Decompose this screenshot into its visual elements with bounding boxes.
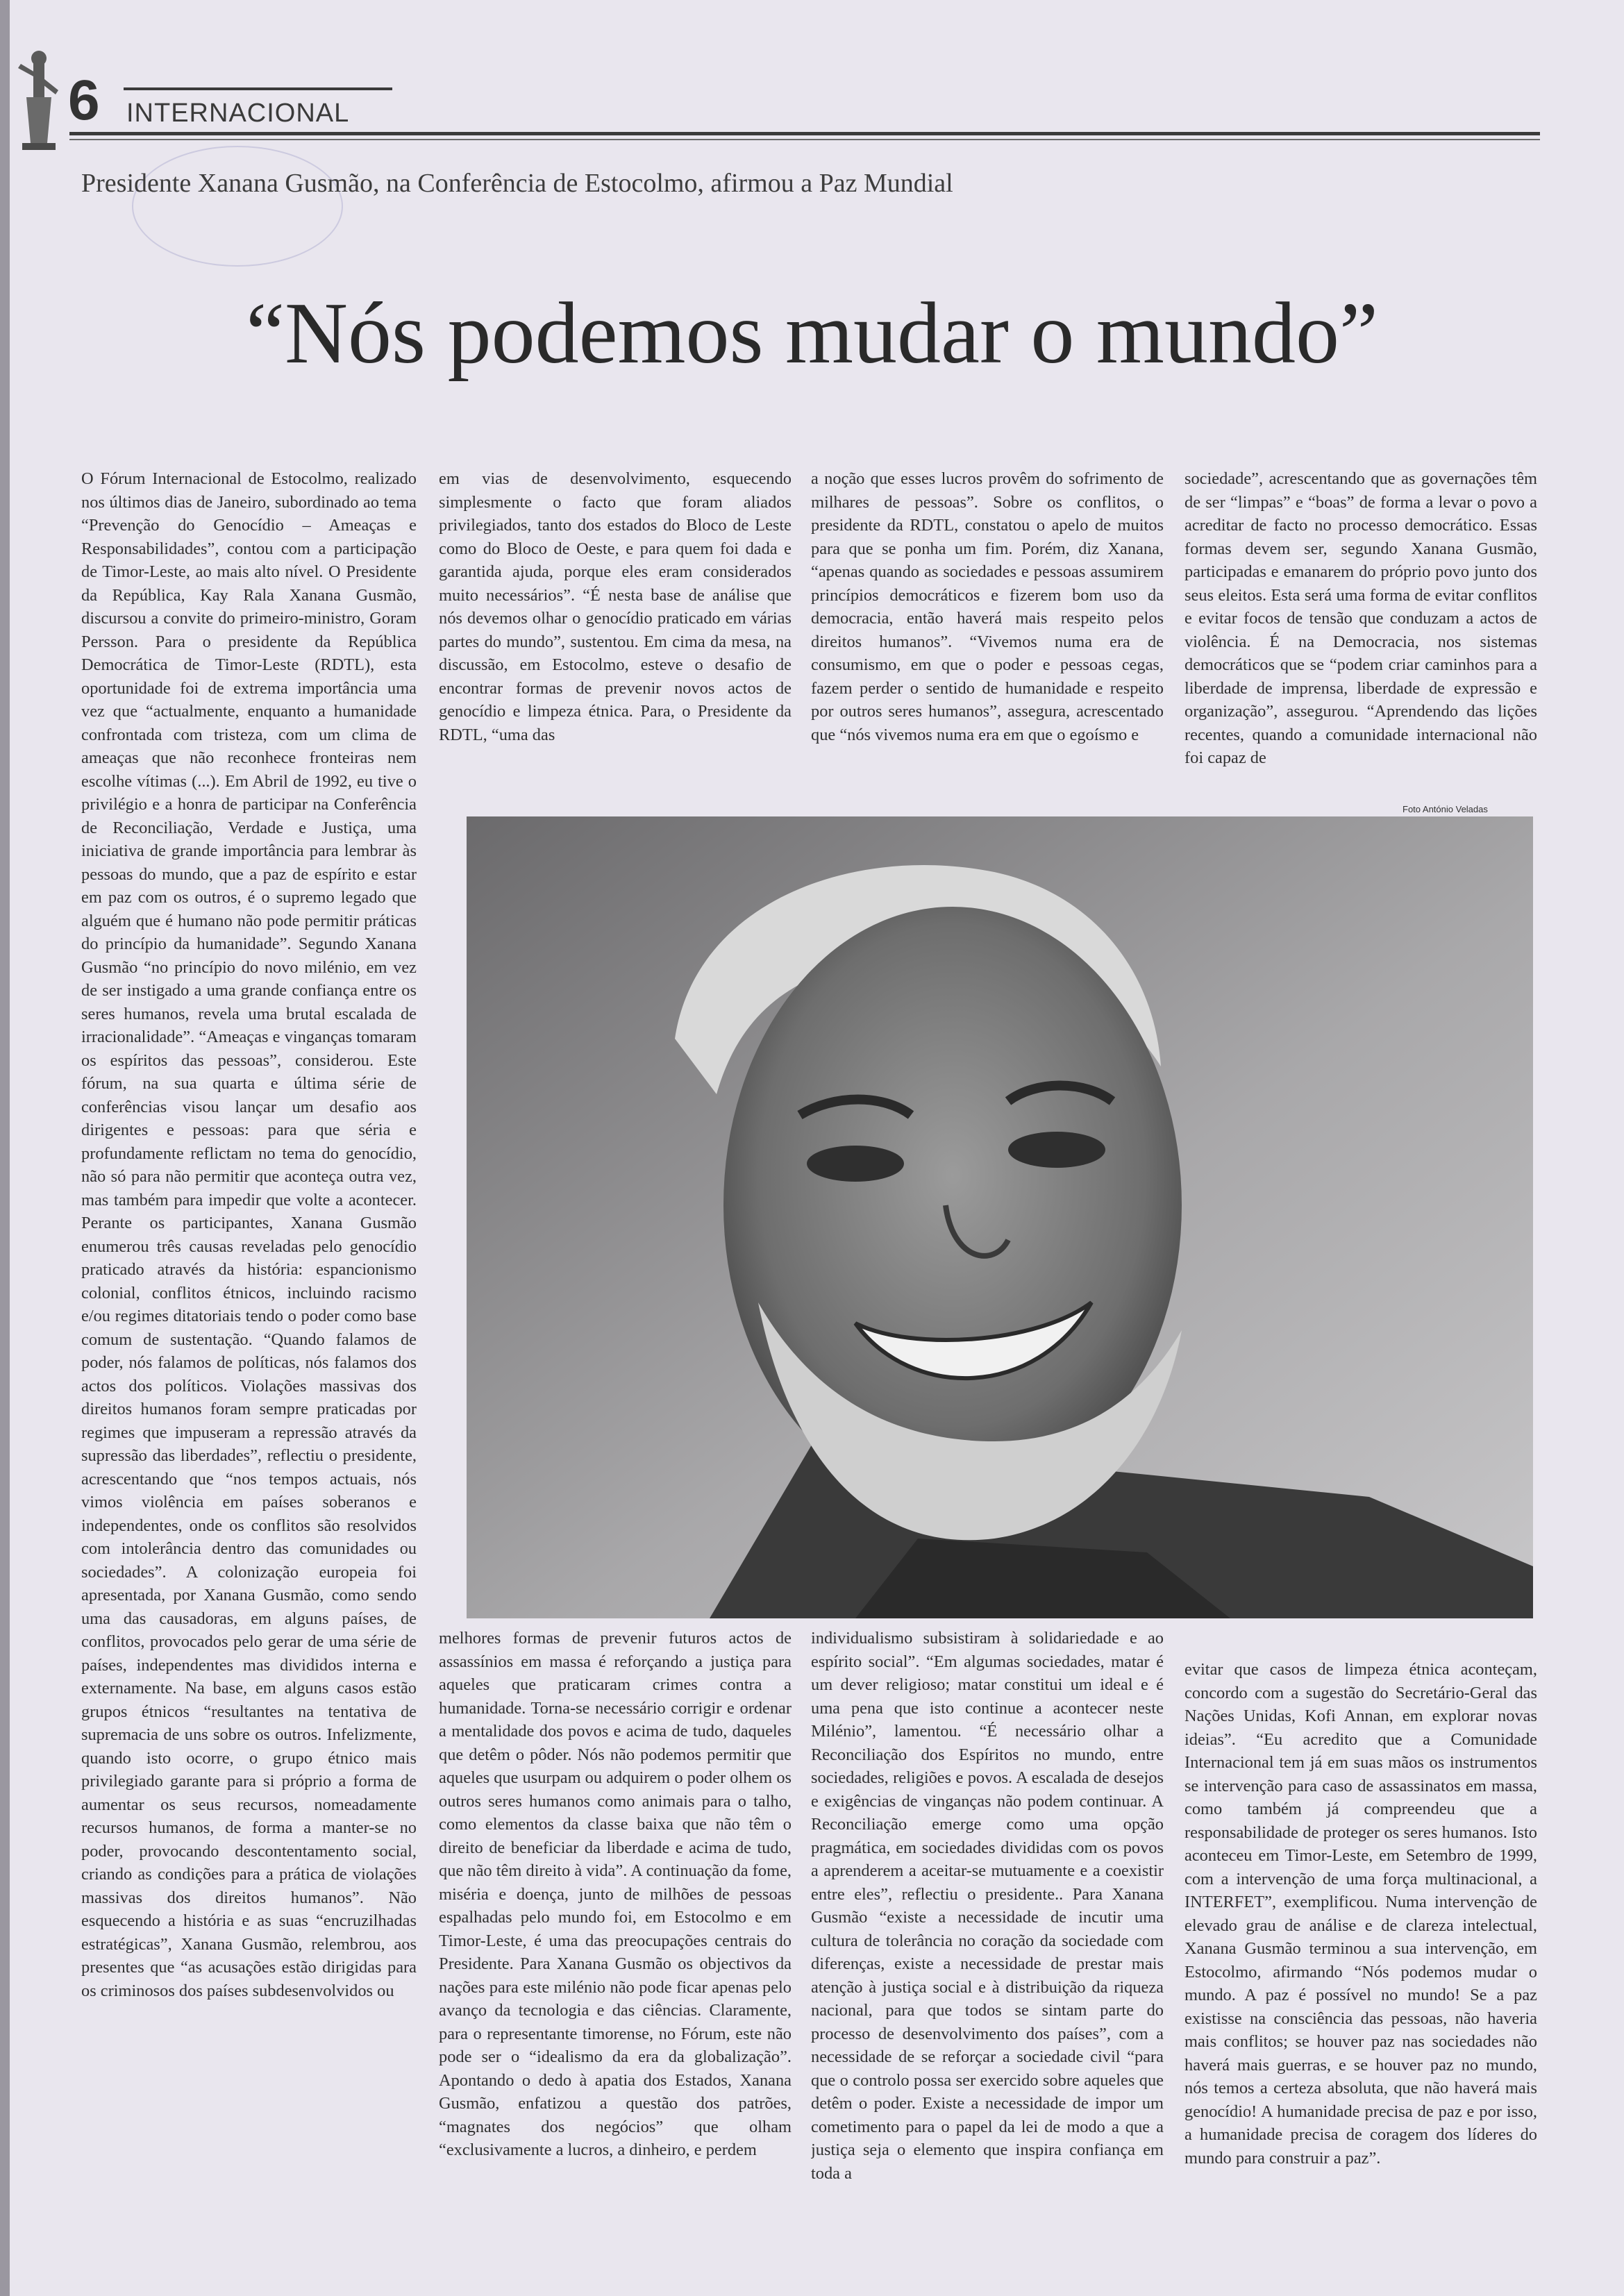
- statue-emblem-icon: [15, 49, 64, 153]
- header-rule-thin: [69, 139, 1540, 140]
- article-headline: “Nós podemos mudar o mundo”: [246, 285, 1378, 382]
- faded-stamp: [132, 146, 343, 267]
- portrait-photo: [467, 816, 1533, 1618]
- column-text: a noção que esses lucros provêm do sofrimento de milhares de pessoas”. Sobre os conflitos, o presidente da RDTL, constatou o apelo de muitos para que se ponha um fim. Porém, diz Xanana, “apenas quando as sociedades e pessoas assumirem princípios democráticos e fizerem bom uso da democracia, então haverá mais respeito pelos direitos humanos”. “Vivemos numa era de consumismo, em que o poder e pessoas cegas, fazem perder o sentido de humanidade e respeito por outros seres humanos”, assegura, acrescentado que “nós vivemos numa era em que o egoísmo e: [811, 469, 1164, 744]
- body-column-2-bottom: [439, 1627, 792, 2162]
- column-text: sociedade”, acrescentando que as governações têm de ser “limpas” e “boas” de forma a levar o povo a acreditar de facto no processo democrático. Essas formas devem ser, segundo Xanana Gusmão, participadas e emanarem do próprio povo junto dos seus eleitos. Esta será uma forma de evitar conflitos e evitar focos de tensão que conduzam a actos de violência. É na Democracia, nos sistemas democráticos que se “podem criar caminhos para a liberdade de imprensa, liberdade de expressão e organização”, assegurou. “Aprendendo das lições recentes, quando a comunidade internacional não foi capaz de: [1184, 469, 1537, 767]
- column-text: evitar que casos de limpeza étnica aconteçam, concordo com a sugestão do Secretário-Geral das Nações Unidas, Kofi Annan, em explorar novas ideias”. “Eu acredito que a Comunidade Internacional tem já em suas mãos os instrumentos se intervenção para caso de assassinatos em massa, como também já compreendeu que a responsabilidade de proteger os seres humanos. Isto aconteceu em Timor-Leste, em Setembro de 1999, com a intervenção de uma força multinacional, a INTERFET”, exemplificou. Numa intervenção de elevado grau de análise e de clareza intelectual, Xanana Gusmão terminou a sua intervenção, em Estocolmo, afirmando “Nós podemos mudar o mundo. A paz é possível no mundo! Se a paz existisse na consciência das pessoas, não haveria mais conflitos; se houver paz nas sociedades não haverá mais guerras, e se houver paz no mundo, nós temos a certeza absoluta, que não haverá mais genocídio! A humanidade precisa de paz e por isso, a humanidade precisa de coragem dos líderes do mundo para construir a paz”.: [1184, 1660, 1537, 2168]
- column-text: individualismo subsistiram à solidariedade e ao espírito social”. “Em algumas sociedades, matar é um dever religioso; matar constitui um ideal e é uma pena que isto continue a acontecer neste Milénio”, lamentou. “É necessário olhar a Reconciliação dos Espíritos no mundo, entre sociedades, religiões e povos. A escalada de desejos e exigências de vinganças não podem continuar. A Reconciliação emerge como uma opção pragmática, em sociedades divididas com os povos a aprenderem a aceitar-se mutuamente e a coexistir entre eles”, reflectiu o presidente.. Para Xanana Gusmão “existe a necessidade de incutir uma cultura de tolerância no coração da sociedade com diferenças, existe a necessidade de prestar mais atenção à justiça social e à distribuição da riqueza nacional, para que todos se sintam parte do processo de desenvolvimento dos países”, com a necessidade de se reforçar a sociedade civil “para que o controlo possa ser exercido sobre aqueles que detêm o poder. Existe a necessidade de impor um cometimento para o papel da lei de modo a que a justiça seja o elemento que inspira confiança em toda a: [811, 1629, 1164, 2183]
- body-column-4-bottom: [1184, 1658, 1537, 2170]
- article-kicker: Presidente Xanana Gusmão, na Conferência de Estocolmo, afirmou a Paz Mundial: [81, 169, 953, 198]
- body-column-1: [81, 467, 417, 2002]
- column-text: melhores formas de prevenir futuros actos de assassínios em massa é reforçando a justiça para aqueles que praticaram crimes contra a humanidade. Torna-se necessário corrigir e ordenar a mentalidade dos povos e acima de tudo, daqueles que detêm o pôder. Nós não podemos permitir que aqueles que usurpam ou adquirem o poder olhem os outros seres humanos como animais para o talho, como elementos da classe baixa que não têm o direito de beneficiar da liberdade e acima de tudo, que não têm direito à vida”. A continuação da fome, miséria e doença, junto de milhões de pessoas espalhadas pelo mundo foi, em Estocolmo e em Timor-Leste, é uma das preocupações centrais do Presidente. Para Xanana Gusmão os objectivos da nações para este milénio não pode ficar apenas pelo avanço da tecnologia e das ciências. Claramente, para o representante timorense, no Fórum, este não pode ser o “idealismo da era da globalização”. Apontando o dedo à apatia dos Estados, Xanana Gusmão, enfatizou a questão dos patrões, “magnates dos negócios” que olham “exclusivamente a lucros, a dinheiro, e perdem: [439, 1629, 792, 2159]
- photo-credit: Foto António Veladas: [1403, 804, 1488, 814]
- column-text: O Fórum Internacional de Estocolmo, realizado nos últimos dias de Janeiro, subordinado ao tema “Prevenção do Genocídio – Ameaças e Responsabilidades”, contou com a participação de Timor-Leste, ao mais alto nível. O Presidente da República, Kay Rala Xanana Gusmão, discursou a convite do primeiro-ministro, Goram Persson. Para o presidente da República Democrática de Timor-Leste (RDTL), esta oportunidade foi de extrema importância uma vez que “actualmente, enquanto a humanidade confrontada com tristeza, com um clima de ameaças que não reconhece fronteiras nem escolhe vítimas (...). Em Abril de 1992, eu tive o privilégio e a honra de participar na Conferência de Reconciliação, Verdade e Justiça, uma iniciativa de grande importância para lembrar às pessoas do mundo, que a paz de espírito e estar em paz com os outros, é o supremo legado que alguém que é humano não pode permitir práticas do princípio da humanidade”. Segundo Xanana Gusmão “no princípio do novo milénio, em vez de ser instigado a uma grande confiança entre os seres humanos, revela uma brutal escalada de irracionalidade”. “Ameaças e vinganças tomaram os espíritos das pessoas”, considerou. Este fórum, na sua quarta e última série de conferências visou lançar um desafio aos dirigentes e pessoas: para que séria e profundamente reflictam no tema do genocídio, não só para não permitir que aconteça outra vez, mas também para impedir que volte a acontecer. Perante os participantes, Xanana Gusmão enumerou três causas reveladas pelo genocídio praticado através da história: espancionismo colonial, conflitos étnicos, incluindo racismo e/ou regimes ditatoriais tendo o poder como base comum de sustentação. “Quando falamos de poder, nós falamos de políticas, nós falamos dos actos dos políticos. Violações massivas dos direitos humanos foram sempre praticadas por regimes que impuseram a repressão através da supressão das liberdades”, reflectiu o presidente, acrescentando que “nos tempos actuais, nós vimos violência em países soberanos e independentes, onde os conflitos são resolvidos com intolerância dentro das comunidades ou sociedades”. A colonização europeia foi apresentada, por Xanana Gusmão, como sendo uma das causadoras, em alguns países, de conflitos, provocados pelo gerar de uma série de países, independentes mas divididos interna e externamente. Na base, em alguns casos estão grupos étnicos “resultantes na tentativa de supremacia de uns sobre os outros. Infelizmente, quando isto ocorre, o grupo étnico mais privilegiado garante para si próprio a forma de aumentar os seus recursos, nomeadamente recursos humanos, de forma a manter-se no poder, provocando descontentamento social, criando as condições para a prática de violações massivas dos direitos humanos”. Não esquecendo a história e as suas “encruzilhadas estratégicas”, Xanana Gusmão, relembrou, aos presentes que “as acusações estão dirigidas para os criminosos dos países subdesenvolvidos ou: [81, 469, 417, 2000]
- body-column-3-bottom: [811, 1627, 1164, 2185]
- header-short-rule: [124, 87, 392, 90]
- column-text: em vias de desenvolvimento, esquecendo simplesmente o facto que foram aliados privilegiados, tanto dos estados do Bloco de Leste como do Bloco de Oeste, e para quem foi dada e garantida ajuda, porque eles eram considerados muito necessários”. “É nesta base de análise que nós devemos olhar o genocídio praticado em várias partes do mundo”, sustentou. Em cima da mesa, na discussão, em Estocolmo, esteve o desafio de encontrar formas de prevenir novos actos de genocídio e limpeza étnica. Para, o Presidente da RDTL, “uma das: [439, 469, 792, 744]
- body-column-4-top: [1184, 467, 1537, 770]
- body-column-3-top: [811, 467, 1164, 746]
- header-rule: [69, 132, 1540, 135]
- section-title: INTERNACIONAL: [126, 99, 350, 128]
- page-number: 6: [68, 69, 100, 132]
- body-column-2-top: [439, 467, 792, 746]
